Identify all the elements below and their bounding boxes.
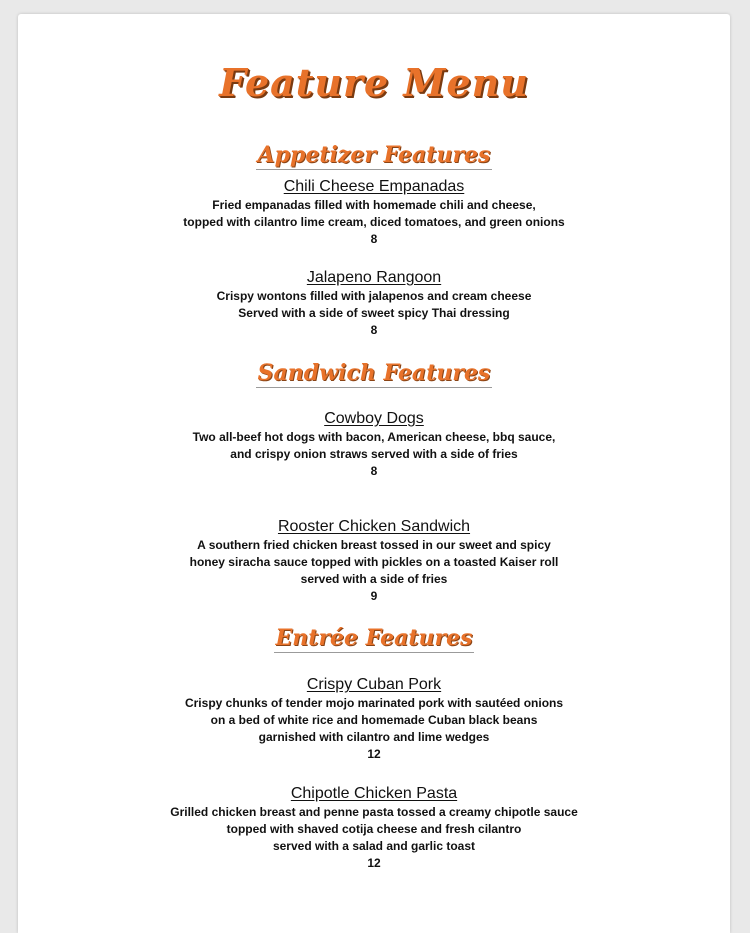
item-description-line: Grilled chicken breast and penne pasta tossed a creamy chipotle sauce bbox=[170, 805, 578, 819]
item-description-line: garnished with cilantro and lime wedges bbox=[258, 730, 490, 744]
item-price: 8 bbox=[370, 232, 378, 246]
item-price: 8 bbox=[370, 323, 378, 337]
item-description-line: Fried empanadas filled with homemade chili and cheese, bbox=[212, 198, 536, 212]
item-description-line: Served with a side of sweet spicy Thai dressing bbox=[238, 306, 510, 320]
item-description-line: Crispy chunks of tender mojo marinated pork with sautéed onions bbox=[184, 696, 564, 710]
item-price: 12 bbox=[367, 747, 381, 761]
item-description-line: topped with shaved cotija cheese and fresh cilantro bbox=[226, 822, 522, 836]
menu-title: Feature Menu bbox=[219, 60, 529, 105]
menu-item-chipotle-chicken-pasta bbox=[18, 784, 730, 872]
item-price: 12 bbox=[367, 856, 381, 870]
item-price: 9 bbox=[370, 589, 378, 603]
menu-item-cowboy-dogs bbox=[18, 409, 730, 480]
item-price: 8 bbox=[370, 464, 378, 478]
item-name: Rooster Chicken Sandwich bbox=[277, 518, 471, 535]
menu-item-crispy-cuban-pork bbox=[18, 675, 730, 763]
item-description-line: Two all-beef hot dogs with bacon, American cheese, bbq sauce, bbox=[192, 430, 556, 444]
item-name: Chili Cheese Empanadas bbox=[283, 178, 465, 195]
menu-item-rooster-chicken-sandwich bbox=[18, 517, 730, 605]
menu-item-jalapeno-rangoon bbox=[18, 268, 730, 339]
item-description-line: on a bed of white rice and homemade Cuban black beans bbox=[210, 713, 538, 727]
section-title-entree: Entrée Features bbox=[275, 625, 473, 651]
item-name: Crispy Cuban Pork bbox=[306, 676, 442, 693]
menu-page bbox=[18, 14, 730, 933]
item-description-line: Crispy wontons filled with jalapenos and cream cheese bbox=[216, 289, 532, 303]
section-title-appetizer: Appetizer Features bbox=[257, 142, 491, 168]
item-description-line: and crispy onion straws served with a side of fries bbox=[230, 447, 518, 461]
item-description-line: honey siracha sauce topped with pickles on a toasted Kaiser roll bbox=[189, 555, 559, 569]
item-name: Chipotle Chicken Pasta bbox=[290, 785, 458, 802]
menu-item-chili-cheese-empanadas bbox=[18, 177, 730, 248]
section-title-sandwich: Sandwich Features bbox=[257, 360, 491, 386]
item-name: Cowboy Dogs bbox=[324, 410, 424, 427]
item-description-line: topped with cilantro lime cream, diced tomatoes, and green onions bbox=[183, 215, 565, 229]
item-description-line: served with a side of fries bbox=[300, 572, 448, 586]
item-name: Jalapeno Rangoon bbox=[306, 269, 442, 286]
item-description-line: served with a salad and garlic toast bbox=[272, 839, 476, 853]
item-description-line: A southern fried chicken breast tossed in our sweet and spicy bbox=[197, 538, 551, 552]
